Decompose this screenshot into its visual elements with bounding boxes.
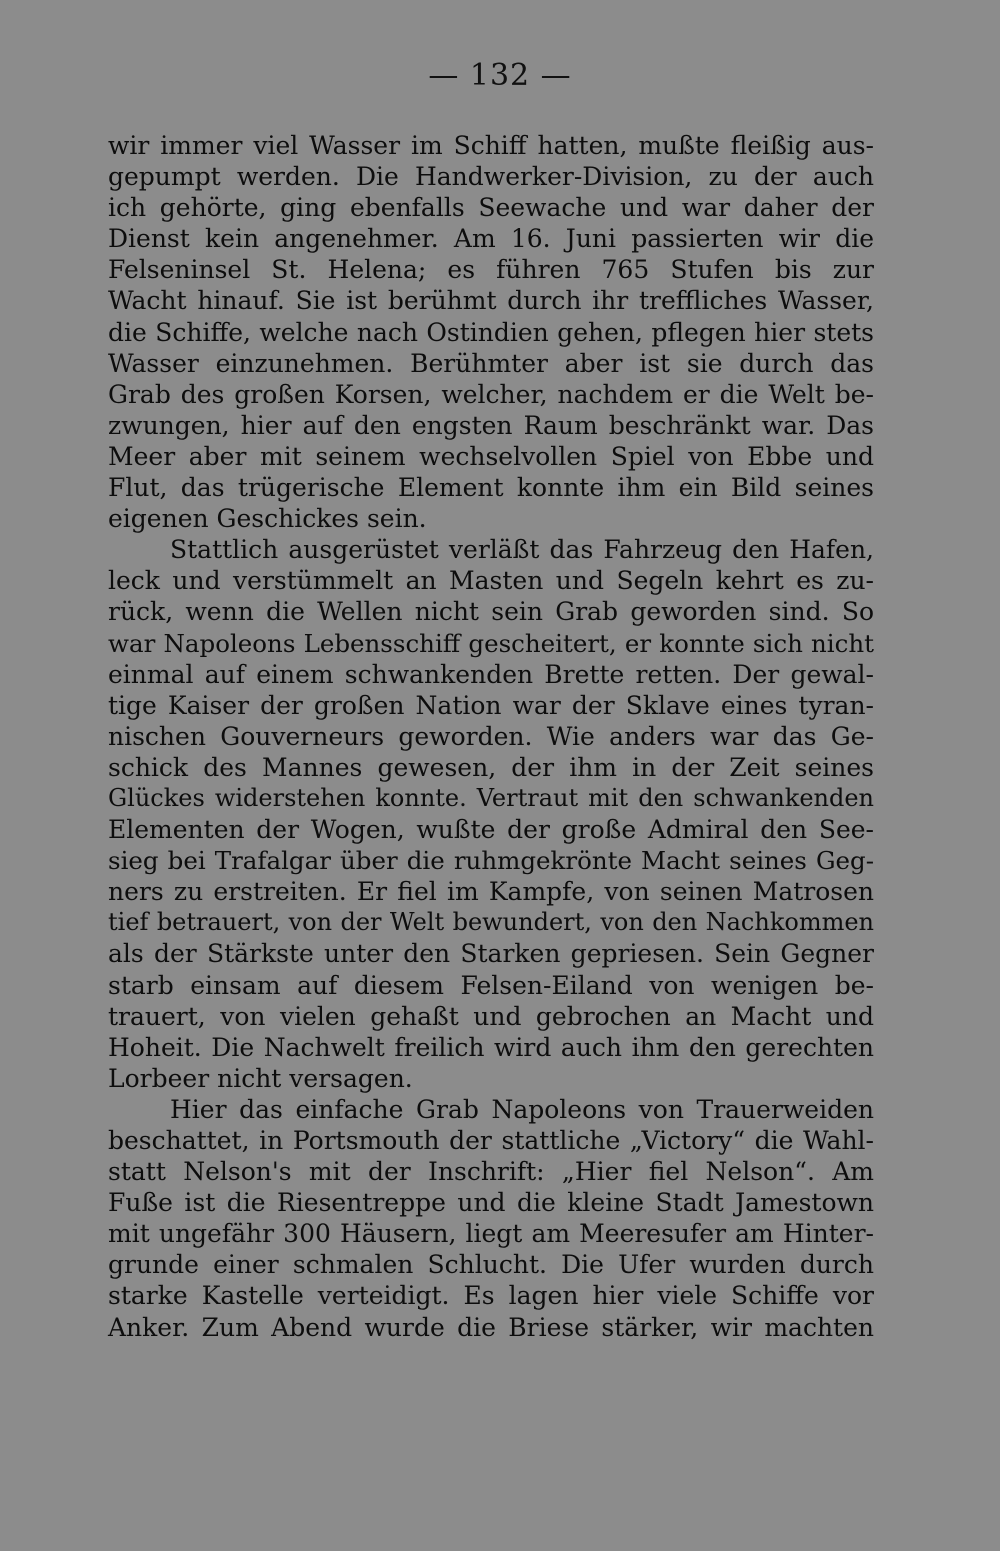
text-line: schick des Mannes gewesen, der ihm in der Zeit seines xyxy=(108,752,874,782)
body-text xyxy=(108,130,874,1343)
text-line: einmal auf einem schwankenden Brette retten. Der gewal- xyxy=(108,659,874,689)
text-line: ners zu erstreiten. Er fiel im Kampfe, von seinen Matrosen xyxy=(108,877,874,907)
text-line: Lorbeer nicht versagen. xyxy=(108,1063,413,1093)
text-line: Stattlich ausgerüstet verläßt das Fahrzeug den Hafen, xyxy=(170,535,874,565)
text-line: gepumpt werden. Die Handwerker-Division, zu der auch xyxy=(108,162,874,192)
text-line: Glückes widerstehen konnte. Vertraut mit den schwankenden xyxy=(108,783,874,812)
text-line: Dienst kein angenehmer. Am 16. Juni passierten wir die xyxy=(108,224,874,254)
text-line: tige Kaiser der großen Nation war der Sklave eines tyran- xyxy=(108,690,874,720)
text-line: rück, wenn die Wellen nicht sein Grab geworden sind. So xyxy=(108,597,874,627)
page-number: — 132 — xyxy=(428,58,572,93)
text-line: wir immer viel Wasser im Schiff hatten, mußte fleißig aus- xyxy=(108,131,874,160)
text-line: starke Kastelle verteidigt. Es lagen hier viele Schiffe vor xyxy=(108,1281,874,1311)
text-line: starb einsam auf diesem Felsen-Eiland von wenigen be- xyxy=(108,970,874,1000)
text-line: Flut, das trügerische Element konnte ihm ein Bild seines xyxy=(108,473,874,503)
text-line: eigenen Geschickes sein. xyxy=(108,504,427,534)
text-line: ich gehörte, ging ebenfalls Seewache und war daher der xyxy=(108,193,874,223)
text-line: leck und verstümmelt an Masten und Segeln kehrt es zu- xyxy=(108,566,874,596)
text-line: zwungen, hier auf den engsten Raum beschränkt war. Das xyxy=(108,410,874,440)
text-line: Wasser einzunehmen. Berühmter aber ist sie durch das xyxy=(108,348,874,378)
text-line: Hoheit. Die Nachwelt freilich wird auch ihm den gerechten xyxy=(108,1032,874,1062)
text-line: Felseninsel St. Helena; es führen 765 Stufen bis zur xyxy=(108,255,874,285)
text-line: grunde einer schmalen Schlucht. Die Ufer wurden durch xyxy=(108,1250,874,1280)
text-line: beschattet, in Portsmouth der stattliche „Victory“ die Wahl- xyxy=(108,1126,874,1155)
text-line: nischen Gouverneurs geworden. Wie anders war das Ge- xyxy=(108,721,874,751)
text-line: sieg bei Trafalgar über die ruhmgekrönte Macht seines Geg- xyxy=(108,846,874,876)
text-line: als der Stärkste unter den Starken gepriesen. Sein Gegner xyxy=(108,939,874,969)
text-line: tief betrauert, von der Welt bewundert, von den Nachkommen xyxy=(108,908,874,937)
text-line: trauert, von vielen gehaßt und gebrochen an Macht und xyxy=(108,1001,874,1031)
text-line: mit ungefähr 300 Häusern, liegt am Meeresufer am Hinter- xyxy=(108,1219,874,1249)
text-line: statt Nelson's mit der Inschrift: „Hier fiel Nelson“. Am xyxy=(108,1157,874,1187)
text-line: Anker. Zum Abend wurde die Briese stärker, wir machten xyxy=(108,1312,874,1342)
text-line: Grab des großen Korsen, welcher, nachdem er die Welt be- xyxy=(108,379,874,409)
text-line: die Schiffe, welche nach Ostindien gehen, pflegen hier stets xyxy=(108,317,874,347)
text-line: Elementen der Wogen, wußte der große Admiral den See- xyxy=(108,815,874,845)
text-line: Hier das einfache Grab Napoleons von Trauerweiden xyxy=(170,1094,874,1124)
text-line: Meer aber mit seinem wechselvollen Spiel von Ebbe und xyxy=(108,441,874,471)
text-line: war Napoleons Lebensschiff gescheitert, er konnte sich nicht xyxy=(108,628,874,658)
text-line: Fuße ist die Riesentreppe und die kleine Stadt Jamestown xyxy=(108,1188,874,1218)
text-line: Wacht hinauf. Sie ist berühmt durch ihr treffliches Wasser, xyxy=(108,286,874,316)
